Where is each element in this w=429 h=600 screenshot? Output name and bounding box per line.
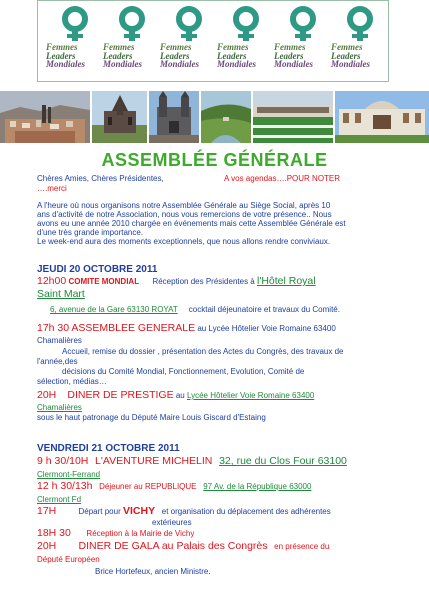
event-time: 12 h 30/13h	[37, 480, 93, 492]
greeting-text: Chères Amies, Chères Présidentes,	[37, 174, 164, 183]
day-heading-friday: VENDREDI 21 OCTOBRE 2011	[37, 443, 180, 454]
event-city-link[interactable]: Clermont-Ferrand	[37, 470, 101, 479]
logo-word-2: Leaders	[217, 50, 247, 61]
event-desc: Réception des Présidentes à	[152, 277, 255, 286]
logo-ring-icon	[343, 5, 377, 43]
logo-ring-icon	[115, 5, 149, 43]
logo-femmes-leaders	[331, 5, 389, 79]
event-time: 18H 30	[37, 527, 71, 539]
event-time: 20H	[37, 540, 57, 552]
event-connector: au	[175, 391, 185, 400]
event-address-line	[50, 305, 340, 314]
logo-word-2: Leaders	[274, 50, 304, 61]
photo-cathedral	[149, 91, 199, 143]
photo-river-valley	[201, 91, 251, 143]
event-detail-line: sélection, médias…	[37, 377, 107, 386]
event-dejeuner-republique	[37, 482, 311, 491]
event-location: au Lycée Hôtelier Voie Romaine 63400	[197, 324, 336, 333]
logo-word-3: Mondiales	[217, 59, 257, 69]
event-assemblee-generale	[37, 324, 336, 333]
event-diner-gala	[37, 542, 329, 551]
event-name: COMITE MONDIAL	[68, 277, 140, 286]
event-location: au Palais des Congrès	[161, 540, 268, 552]
merci-text: ….merci	[37, 184, 67, 193]
event-diner-prestige	[37, 391, 314, 400]
agenda-note: A vos agendas….POUR NOTER	[224, 174, 341, 183]
event-pre: Départ pour	[78, 507, 121, 516]
event-comite-mondial	[37, 277, 316, 286]
logo-word-2: Leaders	[331, 50, 361, 61]
photo-palais-des-congres	[335, 91, 429, 143]
event-aventure-michelin	[37, 457, 347, 466]
page-title: ASSEMBLÉE GÉNÉRALE	[101, 150, 328, 170]
intro-line: ans d'activité de notre Association, nous vous remercions de votre présence.. Nous	[37, 210, 332, 219]
event-city-link[interactable]: Chamalières	[37, 403, 82, 412]
event-city: Chamalières	[37, 336, 82, 345]
logo-ring-icon	[58, 5, 92, 43]
event-detail-line: décisions du Comité Mondial, Fonctionnement, Evolution, Comité de	[62, 367, 305, 376]
event-name: DINER DE GALA	[78, 540, 160, 552]
logo-word-3: Mondiales	[331, 59, 371, 69]
event-place-link-2[interactable]: Saint Mart	[37, 288, 85, 300]
event-time: 17h 30	[37, 322, 70, 334]
event-address-link[interactable]: 6, avenue de la Gare 63130 ROYAT	[50, 305, 178, 314]
logo-word-3: Mondiales	[46, 59, 86, 69]
logo-femmes-leaders	[46, 5, 104, 79]
logo-femmes-leaders	[103, 5, 161, 79]
intro-line: Le week-end aura des moments exceptionnels, que nous allons rendre conviviaux.	[37, 237, 331, 246]
event-detail-line: Accueil, remise du dossier , présentation des Actes du Congrès, des travaux de	[62, 347, 344, 356]
logo-word-1: Femmes	[46, 42, 78, 52]
logo-word-1: Femmes	[274, 42, 306, 52]
event-address-link[interactable]: 97 Av. de la République 63000	[203, 482, 312, 491]
event-time: 20H	[37, 389, 57, 401]
logo-ring-icon	[172, 5, 206, 43]
logo-word-3: Mondiales	[160, 59, 200, 69]
logo-word-2: Leaders	[46, 50, 76, 61]
logo-word-3: Mondiales	[274, 59, 314, 69]
logo-femmes-leaders	[160, 5, 218, 79]
logo-word-2: Leaders	[103, 50, 133, 61]
photo-city-panorama	[0, 91, 90, 143]
logo-ring-icon	[229, 5, 263, 43]
event-name: VICHY	[122, 505, 156, 517]
event-detail-line: l'année,des	[37, 357, 78, 366]
event-time: 17H	[37, 505, 57, 517]
logo-word-1: Femmes	[103, 42, 135, 52]
event-guest-line: Brice Hortefeux, ancien Ministre.	[95, 567, 211, 576]
intro-line: d'une très grande importance.	[37, 228, 144, 237]
intro-line: A l'heure où nous organisons notre Assemblée Générale au Siège Social, après 10	[37, 201, 331, 210]
header-logo-banner	[37, 0, 389, 82]
event-name: L'AVENTURE MICHELIN	[95, 455, 213, 467]
day-heading-thursday: JEUDI 20 OCTOBRE 2011	[37, 264, 158, 275]
event-address-link[interactable]: 32, rue du Clos Four 63100	[219, 455, 347, 467]
event-reception-mairie	[37, 529, 194, 538]
event-desc: Réception à la Mairie de Vichy	[86, 529, 195, 538]
event-patronage: sous le haut patronage du Député Maire Louis Giscard d'Estaing	[37, 413, 266, 422]
photo-racecourse	[253, 91, 333, 143]
intro-line: avons eu une année 2010 chargée en événements mais cette Assemblée Générale est	[37, 219, 346, 228]
photo-church	[92, 91, 147, 143]
event-name: Déjeuner au REPUBLIQUE	[99, 482, 197, 491]
event-desc-line: extérieures	[152, 518, 192, 527]
event-depart-vichy	[37, 507, 331, 516]
event-place-link[interactable]: Lycée Hôtelier Voie Romaine 63400	[186, 391, 315, 400]
event-desc: et organisation du déplacement des adhérentes	[161, 507, 331, 516]
logo-word-1: Femmes	[160, 42, 192, 52]
logo-word-1: Femmes	[331, 42, 363, 52]
logo-word-1: Femmes	[217, 42, 249, 52]
logo-ring-icon	[286, 5, 320, 43]
logo-word-2: Leaders	[160, 50, 190, 61]
event-place-link[interactable]: l'Hôtel Royal	[256, 275, 316, 287]
event-name: DINER DE PRESTIGE	[67, 389, 174, 401]
logo-femmes-leaders	[274, 5, 332, 79]
event-city-link[interactable]: Clermont Fd	[37, 495, 82, 504]
event-tail: en présence du	[274, 542, 330, 551]
event-time: 12h00	[37, 275, 67, 287]
logo-femmes-leaders	[217, 5, 275, 79]
logo-word-3: Mondiales	[103, 59, 143, 69]
event-guest-line: Député Européen	[37, 555, 100, 564]
event-name: ASSEMBLEE GENERALE	[71, 322, 196, 334]
event-time: 9 h 30/10H	[37, 455, 89, 467]
event-tail: cocktail déjeunatoire et travaux du Comité.	[188, 305, 340, 314]
